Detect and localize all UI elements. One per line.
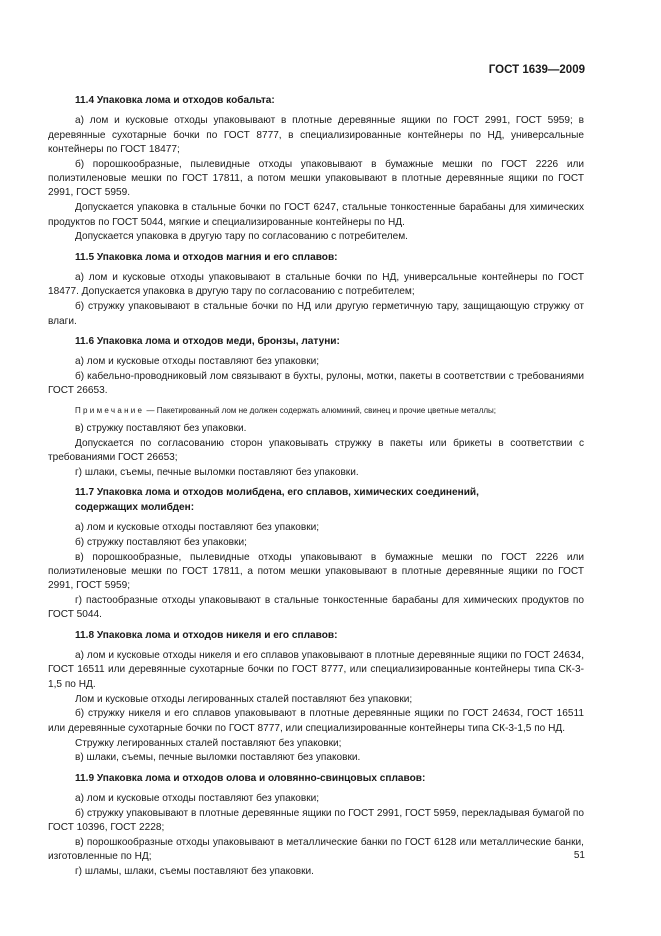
document-id: ГОСТ 1639—2009 — [488, 64, 585, 76]
paragraph: а) лом и кусковые отходы упаковывают в плотные деревянные ящики по ГОСТ 2991, ГОСТ 5959; в деревянные сухотарные бочки по ГОСТ 8777, в специализированные контейнеры по НД, универсальные контейнеры по ГОСТ 18477; — [48, 115, 584, 155]
paragraph: г) шламы, шлаки, съемы поставляют без упаковки. — [75, 866, 314, 878]
paragraph: в) порошкообразные, пылевидные отходы упаковывают в бумажные мешки по ГОСТ 2226 или полиэтиленовые мешки по ГОСТ 17811, а потом мешки упаковывают в плотные деревянные ящики по ГОСТ 2991, ГОСТ 5959; — [48, 551, 584, 592]
paragraph: а) лом и кусковые отходы поставляют без упаковки; — [75, 793, 320, 805]
paragraph: в) шлаки, съемы, печные выломки поставляют без упаковки. — [75, 752, 361, 764]
paragraph: а) лом и кусковые отходы поставляют без упаковки; — [75, 521, 320, 533]
paragraph: Лом и кусковые отходы легированных сталей поставляют без упаковки; — [75, 693, 413, 705]
paragraph: а) лом и кусковые отходы поставляют без упаковки; — [75, 356, 320, 368]
paragraph: в) стружку поставляют без упаковки. — [75, 422, 247, 434]
document-body — [48, 94, 584, 880]
paragraph: Допускается по согласованию сторон упаковывать стружку в пакеты или брикеты в соответствии с требованиями ГОСТ 26653; — [48, 437, 584, 464]
paragraph: г) шлаки, съемы, печные выломки поставляют без упаковки. — [75, 466, 359, 478]
note-label: Примечание — [75, 405, 145, 415]
paragraph: Допускается упаковка в стальные бочки по ГОСТ 6247, стальные тонкостенные барабаны для химических продуктов по ГОСТ 5044, мягкие и специализированные контейнеры по НД. — [48, 202, 584, 228]
paragraph: а) лом и кусковые отходы упаковывают в стальные бочки по НД, универсальные контейнеры по ГОСТ 18477. Допускается упаковка в другую тару по согласованию с потребителем; — [48, 272, 584, 298]
heading-line: содержащих молибден: — [75, 501, 195, 513]
paragraph: Стружку легированных сталей поставляют без упаковки; — [75, 737, 342, 749]
section-heading-11-4: 11.4 Упаковка лома и отходов кобальта: — [75, 95, 275, 106]
paragraph: б) порошкообразные, пылевидные отходы упаковывают в бумажные мешки по ГОСТ 2226 или полиэтиленовые мешки по ГОСТ 17811, а потом мешки упаковывают в плотные деревянные ящики по ГОСТ 2991, ГОСТ 5959. — [48, 158, 584, 199]
paragraph: б) стружку поставляют без упаковки; — [75, 536, 247, 548]
note — [48, 404, 584, 418]
paragraph: б) кабельно-проводниковый лом связывают в бухты, рулоны, мотки, пакеты в соответствии с требованиями ГОСТ 26653. — [48, 371, 584, 397]
page-number: 51 — [573, 850, 585, 861]
paragraph: б) стружку упаковывают в стальные бочки по НД или другую герметичную тару, защищающую стружку от влаги. — [48, 301, 584, 327]
paragraph: а) лом и кусковые отходы никеля и его сплавов упаковывают в плотные деревянные ящики по ГОСТ 24634, ГОСТ 16511 или деревянные сухотарные бочки по ГОСТ 8777, или специализированные контейнеры типа СК-3-1,5 по НД. — [48, 650, 584, 690]
paragraph: б) стружку упаковывают в плотные деревянные ящики по ГОСТ 2991, ГОСТ 5959, перекладывая бумагой по ГОСТ 10396, ГОСТ 2228; — [48, 807, 584, 834]
paragraph: г) пастообразные отходы упаковывают в стальные тонкостенные барабаны для химических продуктов по ГОСТ 5044. — [48, 595, 584, 621]
paragraph: Допускается упаковка в другую тару по согласованию с потребителем. — [75, 231, 408, 243]
heading-line: 11.7 Упаковка лома и отходов молибдена, его сплавов, химических соединений, — [75, 487, 479, 499]
paragraph: в) порошкообразные отходы упаковывают в металлические банки по ГОСТ 6128 или металлические банки, изготовленные по НД; — [48, 837, 584, 863]
paragraph: б) стружку никеля и его сплавов упаковывают в плотные деревянные ящики по ГОСТ 24634, ГОСТ 16511 или деревянные сухотарные бочки по ГОСТ 8777, или специализированные контейнеры типа СК-3-1,5 по НД. — [48, 708, 584, 734]
section-heading-11-5: 11.5 Упаковка лома и отходов магния и его сплавов: — [75, 251, 338, 263]
section-heading-11-8: 11.8 Упаковка лома и отходов никеля и его сплавов: — [75, 629, 338, 641]
section-heading-11-9: 11.9 Упаковка лома и отходов олова и оловянно-свинцовых сплавов: — [75, 772, 426, 784]
section-heading-11-6: 11.6 Упаковка лома и отходов меди, бронзы, латуни: — [75, 335, 340, 347]
section-heading-11-7 — [48, 486, 584, 515]
note-text: — Пакетированный лом не должен содержать алюминий, свинец и прочие цветные металлы; — [144, 405, 497, 415]
